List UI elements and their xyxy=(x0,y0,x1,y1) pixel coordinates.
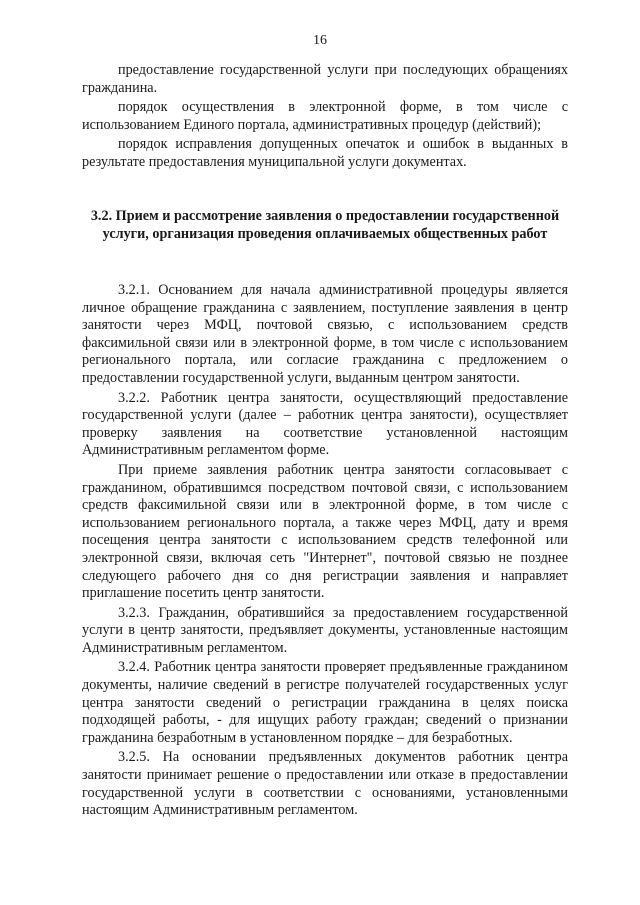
paragraph-3-2-3: 3.2.3. Гражданин, обратившийся за предоставлением государственной услуги в центр занятости, предъявляет документы, установленные настоящим Административным регламентом. xyxy=(82,604,568,656)
paragraph-3-2-4: 3.2.4. Работник центра занятости проверяет предъявленные гражданином документы, наличие сведений в регистре получателей государственных услуг центра занятости сведений о регистрации гражданина в целях поиска подходящей работы, - для ищущих работу граждан; сведений о признании гражданина безработным в установленном порядке – для безработных. xyxy=(82,659,568,746)
paragraph-error-correction: порядок исправления допущенных опечаток и ошибок в выданных в результате предоставления муниципальной услуги документах. xyxy=(82,136,568,170)
paragraph-3-2-1: 3.2.1. Основанием для начала административной процедуры является личное обращение гражданина с заявлением, поступление заявления в центр занятости через МФЦ, почтовой связью, с использованием средств факсимильной связи или в электронной форме, в том числе с использованием регионального портала, или согласие гражданина с предложением о предоставлении государственной услуги, выданным центром занятости. xyxy=(82,282,568,386)
top-text-block xyxy=(82,62,568,174)
paragraph-3-2-2: 3.2.2. Работник центра занятости, осуществляющий предоставление государственной услуги (далее – работник центра занятости), осуществляет проверку заявления на соответствие установленной настоящим Административным регламентом форме. xyxy=(82,389,568,459)
section-body xyxy=(82,282,568,822)
page-number: 16 xyxy=(313,33,327,48)
paragraph-continuation: предоставление государственной услуги при последующих обращениях гражданина. xyxy=(82,62,568,96)
section-heading: 3.2. Прием и рассмотрение заявления о предоставлении государственной услуги, организация проведения оплачиваемых общественных работ xyxy=(90,208,560,242)
paragraph-reception: При приеме заявления работник центра занятости согласовывает с гражданином, обратившимся посредством почтовой связи, с использованием средств факсимильной связи или в электронной форме, в том числе с использованием регионального портала, а также через МФЦ, дату и время посещения центра занятости с использованием средств телефонной или электронной связи, включая сеть "Интернет", почтовой связью не позднее следующего рабочего дня со дня регистрации заявления и направляет приглашение посетить центр занятости. xyxy=(82,461,568,602)
paragraph-electronic-procedures: порядок осуществления в электронной форме, в том числе с использованием Единого портала, административных процедур (действий); xyxy=(82,99,568,133)
paragraph-3-2-5: 3.2.5. На основании предъявленных документов работник центра занятости принимает решение о предоставлении или отказе в предоставлении государственной услуги в соответствии с основаниями, установленными настоящим Административным регламентом. xyxy=(82,749,568,819)
